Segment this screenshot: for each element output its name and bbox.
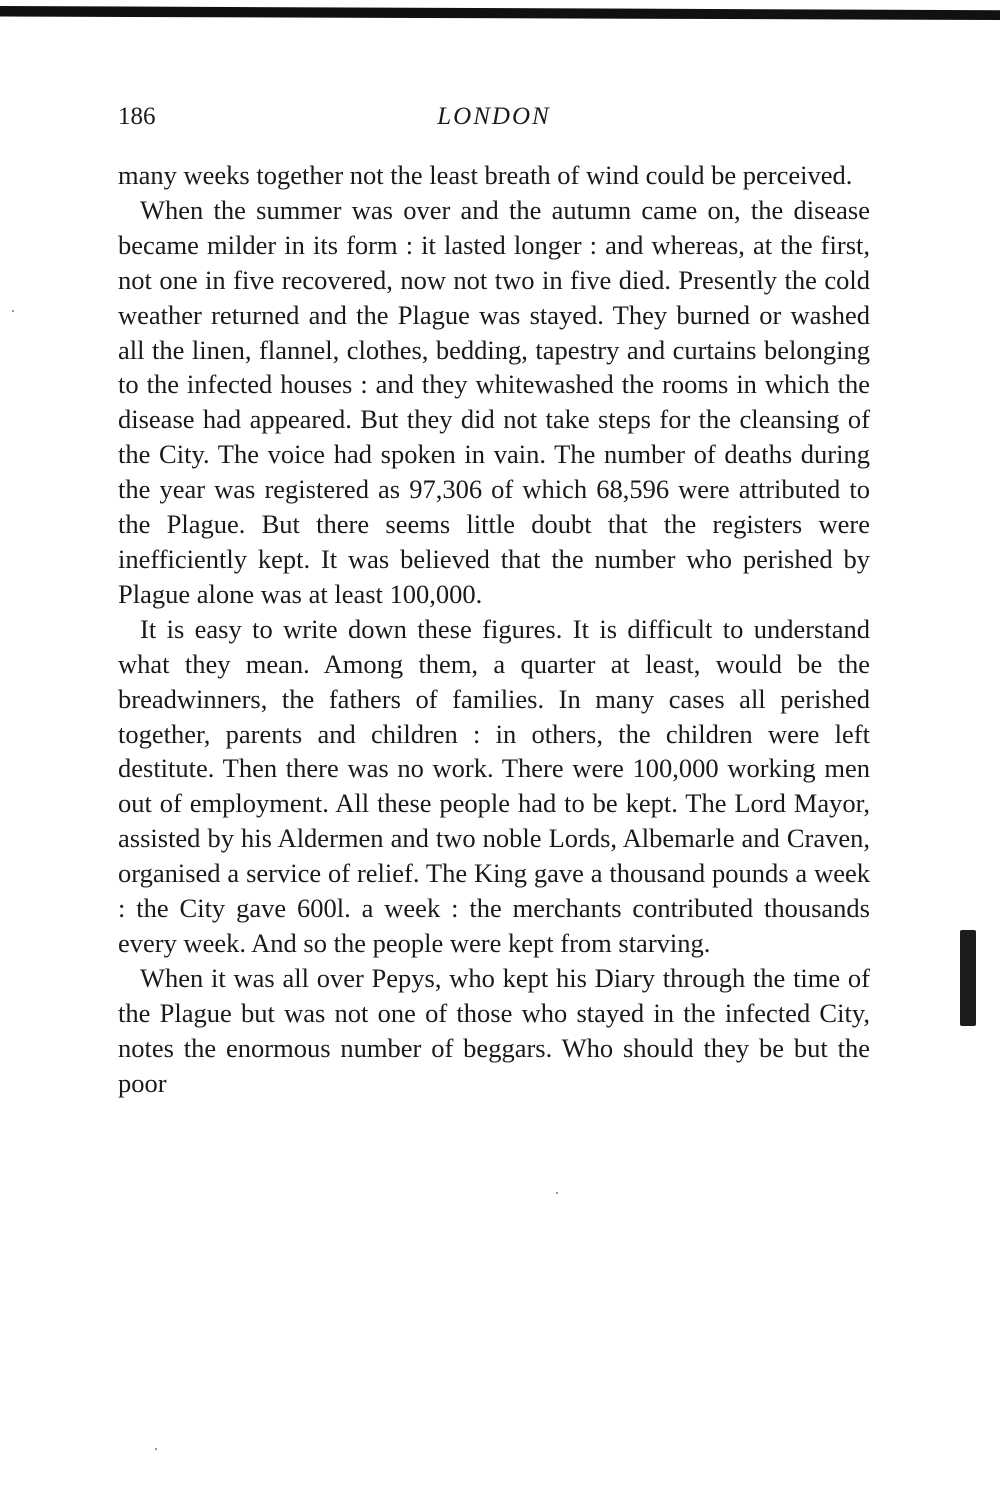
body-text bbox=[118, 158, 870, 1100]
paragraph-pepys: When it was all over Pepys, who kept his Diary through the time of the Plague but was not one of those who stayed in the infected City, notes the enormous number of beggars. Who should they be but the poor bbox=[118, 962, 870, 1098]
scan-edge-mark bbox=[960, 930, 976, 1026]
page-number: 186 bbox=[118, 103, 156, 130]
scan-speck bbox=[556, 1192, 558, 1194]
paragraph-autumn: When the summer was over and the autumn came on, the disease became milder in its form : it lasted longer : and whereas, at the first, not one in five recovered, now not two in five died. Presently the cold weather returned and the Plague was stayed. They burned or washed all the linen, flannel, clothes, bedding, tapestry and curtains belonging to the infected houses : and they whitewashed the rooms in which the disease had appeared. But they did not take steps for the cleansing of the City. The voice had spoken in vain. The number of deaths during the year was registered as 97,306 of which 68,596 were attributed to the Plague. But there seems little doubt that the registers were inefficiently kept. It was believed that the number who perished by Plague alone was at least 100,000. bbox=[118, 194, 870, 609]
page-header bbox=[118, 103, 870, 143]
paragraph-figures: It is easy to write down these figures. It is difficult to understand what they mean. Among them, a quarter at least, would be the breadwinners, the fathers of families. In many cases all perished together, parents and children : in others, the children were left destitute. Then there was no work. There were 100,000 working men out of employment. All these people had to be kept. The Lord Mayor, assisted by his Aldermen and two noble Lords, Albemarle and Craven, organised a service of relief. The King gave a thousand pounds a week : the City gave 600l. a week : the merchants contributed thousands every week. And so the people were kept from starving. bbox=[118, 613, 870, 958]
top-scan-border bbox=[0, 6, 1000, 20]
scan-speck bbox=[12, 310, 14, 312]
running-head: LONDON bbox=[437, 103, 551, 130]
paragraph-continued: many weeks together not the least breath of wind could be perceived. bbox=[118, 160, 853, 190]
scan-speck bbox=[155, 1448, 157, 1450]
